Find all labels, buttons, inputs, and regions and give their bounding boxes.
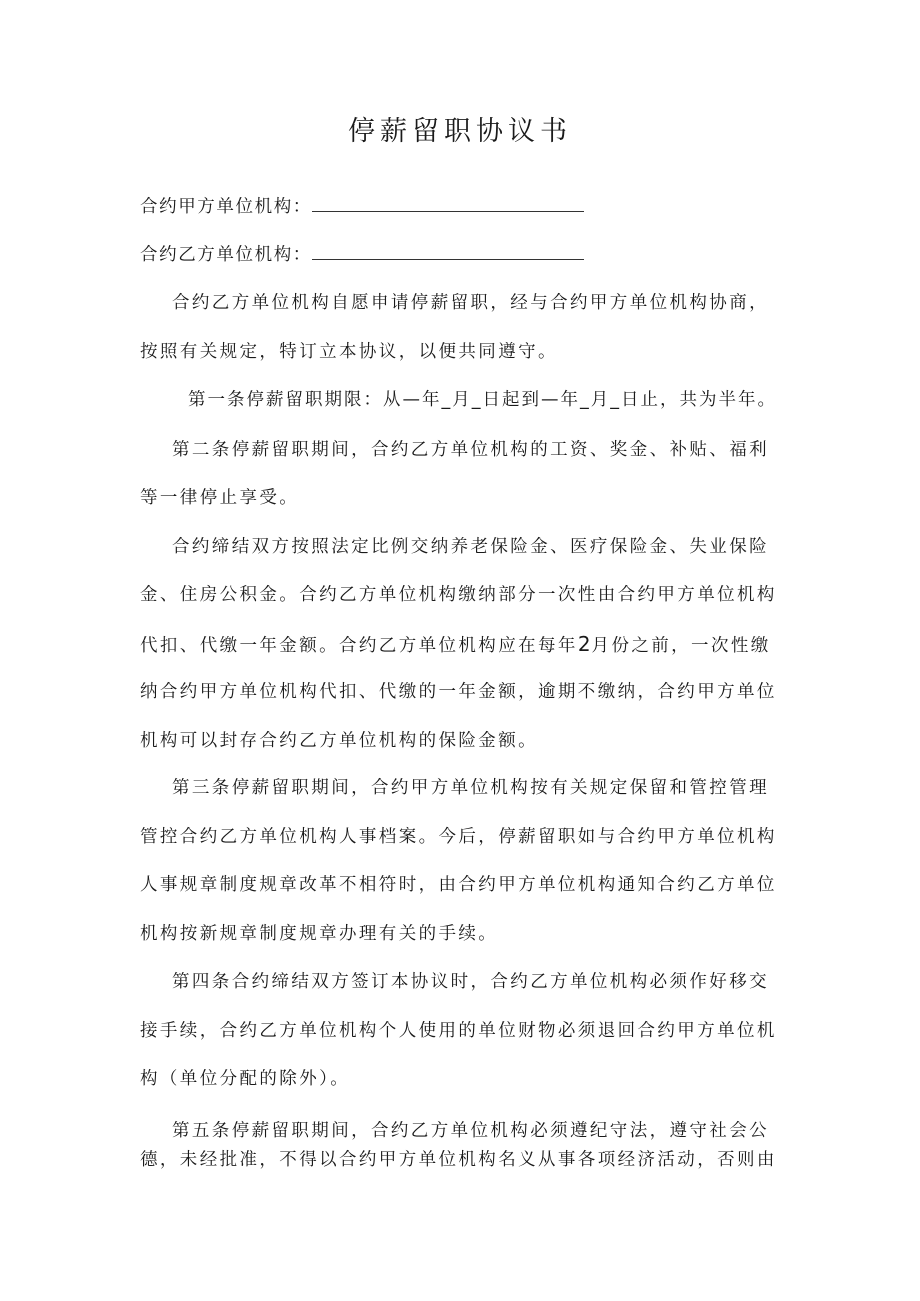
party-b-field [140, 241, 584, 268]
paragraph-line: 纳合约甲方单位机构代扣、代缴的一年金额，逾期不缴纳，合约甲方单位 [140, 682, 777, 702]
paragraph-line: 按照有关规定，特订立本协议，以便共同遵守。 [140, 342, 558, 362]
party-a-label: 合约甲方单位机构： [140, 197, 312, 217]
party-a-blank-line [312, 193, 584, 212]
paragraph-line: 人事规章制度规章改革不相符时，由合约甲方单位机构通知合约乙方单位 [140, 875, 777, 895]
party-a-field [140, 193, 584, 220]
article-5-line: 第五条停薪留职期间，合约乙方单位机构必须遵纪守法，遵守社会公 [172, 1121, 769, 1141]
article-1-line: 第一条停薪留职期限：从—年_月_日起到—年_月_日止，共为半年。 [188, 390, 777, 410]
paragraph-text: 月份之前，一次性缴 [591, 636, 771, 656]
paragraph-line: 机构可以封存合约乙方单位机构的保险金额。 [140, 731, 538, 751]
party-b-label: 合约乙方单位机构： [140, 245, 312, 265]
paragraph-line: 金、住房公积金。合约乙方单位机构缴纳部分一次性由合约甲方单位机构 [140, 585, 777, 605]
month-number: 2 [577, 632, 592, 656]
article-3-line: 第三条停薪留职期间，合约甲方单位机构按有关规定保留和管控管理 [172, 778, 769, 798]
paragraph-text: 代扣、代缴一年金额。合约乙方单位机构应在每年 [140, 636, 578, 656]
article-4-line: 第四条合约缔结双方签订本协议时，合约乙方单位机构必须作好移交 [172, 972, 769, 992]
paragraph-line: 管控合约乙方单位机构人事档案。今后，停薪留职如与合约甲方单位机构 [140, 827, 777, 847]
paragraph-line: 构（单位分配的除外）。 [140, 1069, 351, 1089]
party-b-blank-line [312, 241, 584, 260]
paragraph-line: 机构按新规章制度规章办理有关的手续。 [140, 924, 499, 944]
article-2-line: 第二条停薪留职期间，合约乙方单位机构的工资、奖金、补贴、福利 [172, 440, 769, 460]
paragraph-line: 合约缔结双方按照法定比例交纳养老保险金、医疗保险金、失业保险 [172, 537, 769, 557]
paragraph-line: 德，未经批准，不得以合约甲方单位机构名义从事各项经济活动，否则由 [140, 1150, 777, 1170]
paragraph-line: 合约乙方单位机构自愿申请停薪留职，经与合约甲方单位机构协商， [172, 293, 769, 313]
document-title: 停薪留职协议书 [348, 116, 572, 147]
paragraph-line: 等一律停止享受。 [140, 488, 300, 508]
paragraph-line: 接手续，合约乙方单位机构个人使用的单位财物必须退回合约甲方单位机 [140, 1021, 777, 1041]
paragraph-line-with-month [140, 631, 800, 659]
